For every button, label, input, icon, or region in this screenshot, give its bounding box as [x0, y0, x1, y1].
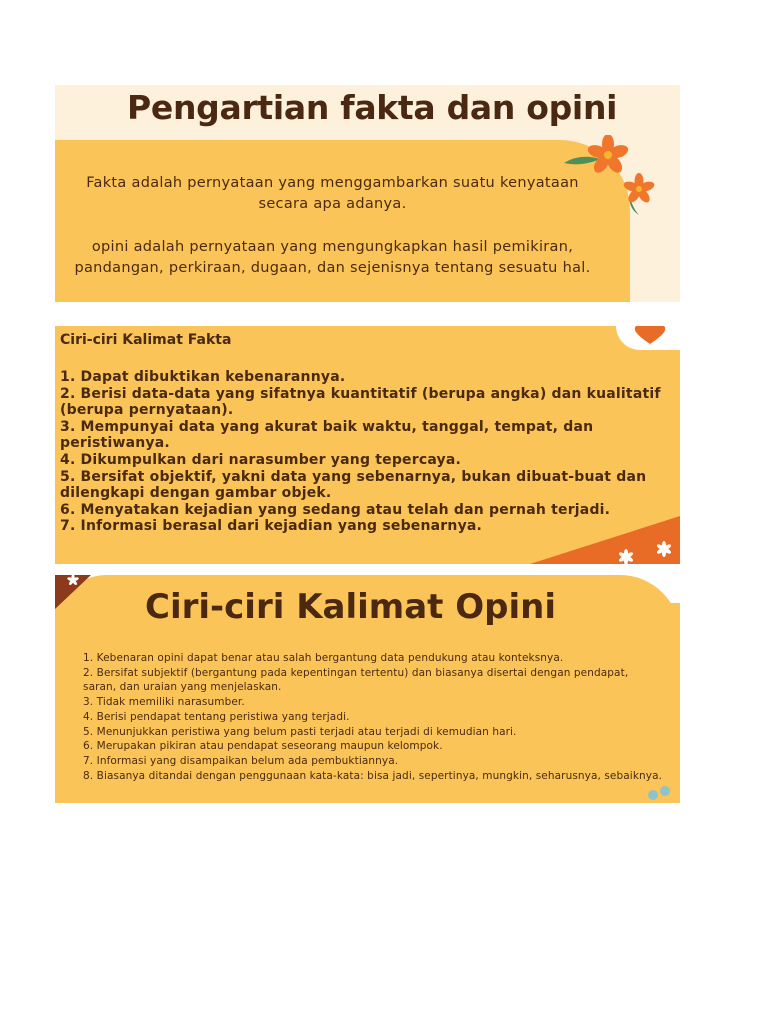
list-item: 5. Bersifat objektif, yakni data yang sebenarnya, bukan dibuat-buat dan dilengkapi dengan gambar objek. — [60, 468, 647, 502]
list-item: 5. Menunjukkan peristiwa yang belum pasti terjadi atau terjadi di kemudian hari. — [83, 725, 517, 738]
white-daisy-icon — [65, 575, 81, 587]
white-daisy-icon — [615, 548, 637, 564]
leaf-icon — [645, 783, 675, 803]
opini-list — [83, 651, 663, 783]
white-daisy-icon — [653, 540, 675, 558]
list-item: 4. Berisi pendapat tentang peristiwa yang terjadi. — [83, 710, 350, 723]
list-item: 7. Informasi berasal dari kejadian yang sebenarnya. — [60, 518, 483, 535]
definition-card — [55, 85, 680, 302]
list-item: 6. Merupakan pikiran atau pendapat seseorang maupun kelompok. — [83, 740, 443, 753]
fakta-characteristics-card — [55, 326, 680, 564]
fakta-definition: Fakta adalah pernyataan yang menggambarkan suatu kenyataan secara apa adanya. — [86, 175, 579, 212]
opini-characteristics-card — [55, 575, 680, 803]
list-item: 2. Berisi data-data yang sifatnya kuantitatif (berupa angka) dan kualitatif (berupa pernyataan). — [60, 385, 661, 419]
opini-title: Ciri-ciri Kalimat Opini — [145, 587, 557, 627]
list-item: 3. Tidak memiliki narasumber. — [83, 696, 245, 709]
list-item: 6. Menyatakan kejadian yang sedang atau telah dan pernah terjadi. — [60, 501, 611, 518]
list-item: 1. Kebenaran opini dapat benar atau salah bergantung data pendukung atau konteksnya. — [83, 652, 564, 664]
opini-definition: opini adalah pernyataan yang mengungkapkan hasil pemikiran, pandangan, perkiraan, dugaan, dan sejenisnya tentang sesuatu hal. — [74, 239, 591, 276]
list-item: 3. Mempunyai data yang akurat baik waktu, tanggal, tempat, dan peristiwanya. — [60, 418, 594, 452]
heart-icon — [628, 326, 672, 346]
list-item: 2. Bersifat subjektif (bergantung pada kepentingan tertentu) dan biasanya disertai dengan pendapat, saran, dan uraian yang menjelaskan. — [83, 666, 629, 694]
list-item: 8. Biasanya ditandai dengan penggunaan kata-kata: bisa jadi, sepertinya, mungkin, seharusnya, sebaiknya. — [83, 769, 663, 782]
small-orange-flower-icon — [615, 173, 675, 218]
fakta-list — [60, 369, 670, 535]
definition-title: Pengartian fakta dan opini — [127, 88, 618, 127]
list-item: 4. Dikumpulkan dari narasumber yang tepercaya. — [60, 451, 462, 468]
fakta-heading: Ciri-ciri Kalimat Fakta — [60, 332, 232, 348]
list-item: 7. Informasi yang disampaikan belum ada pembuktiannya. — [83, 754, 399, 767]
list-item: 1. Dapat dibuktikan kebenarannya. — [60, 369, 346, 385]
